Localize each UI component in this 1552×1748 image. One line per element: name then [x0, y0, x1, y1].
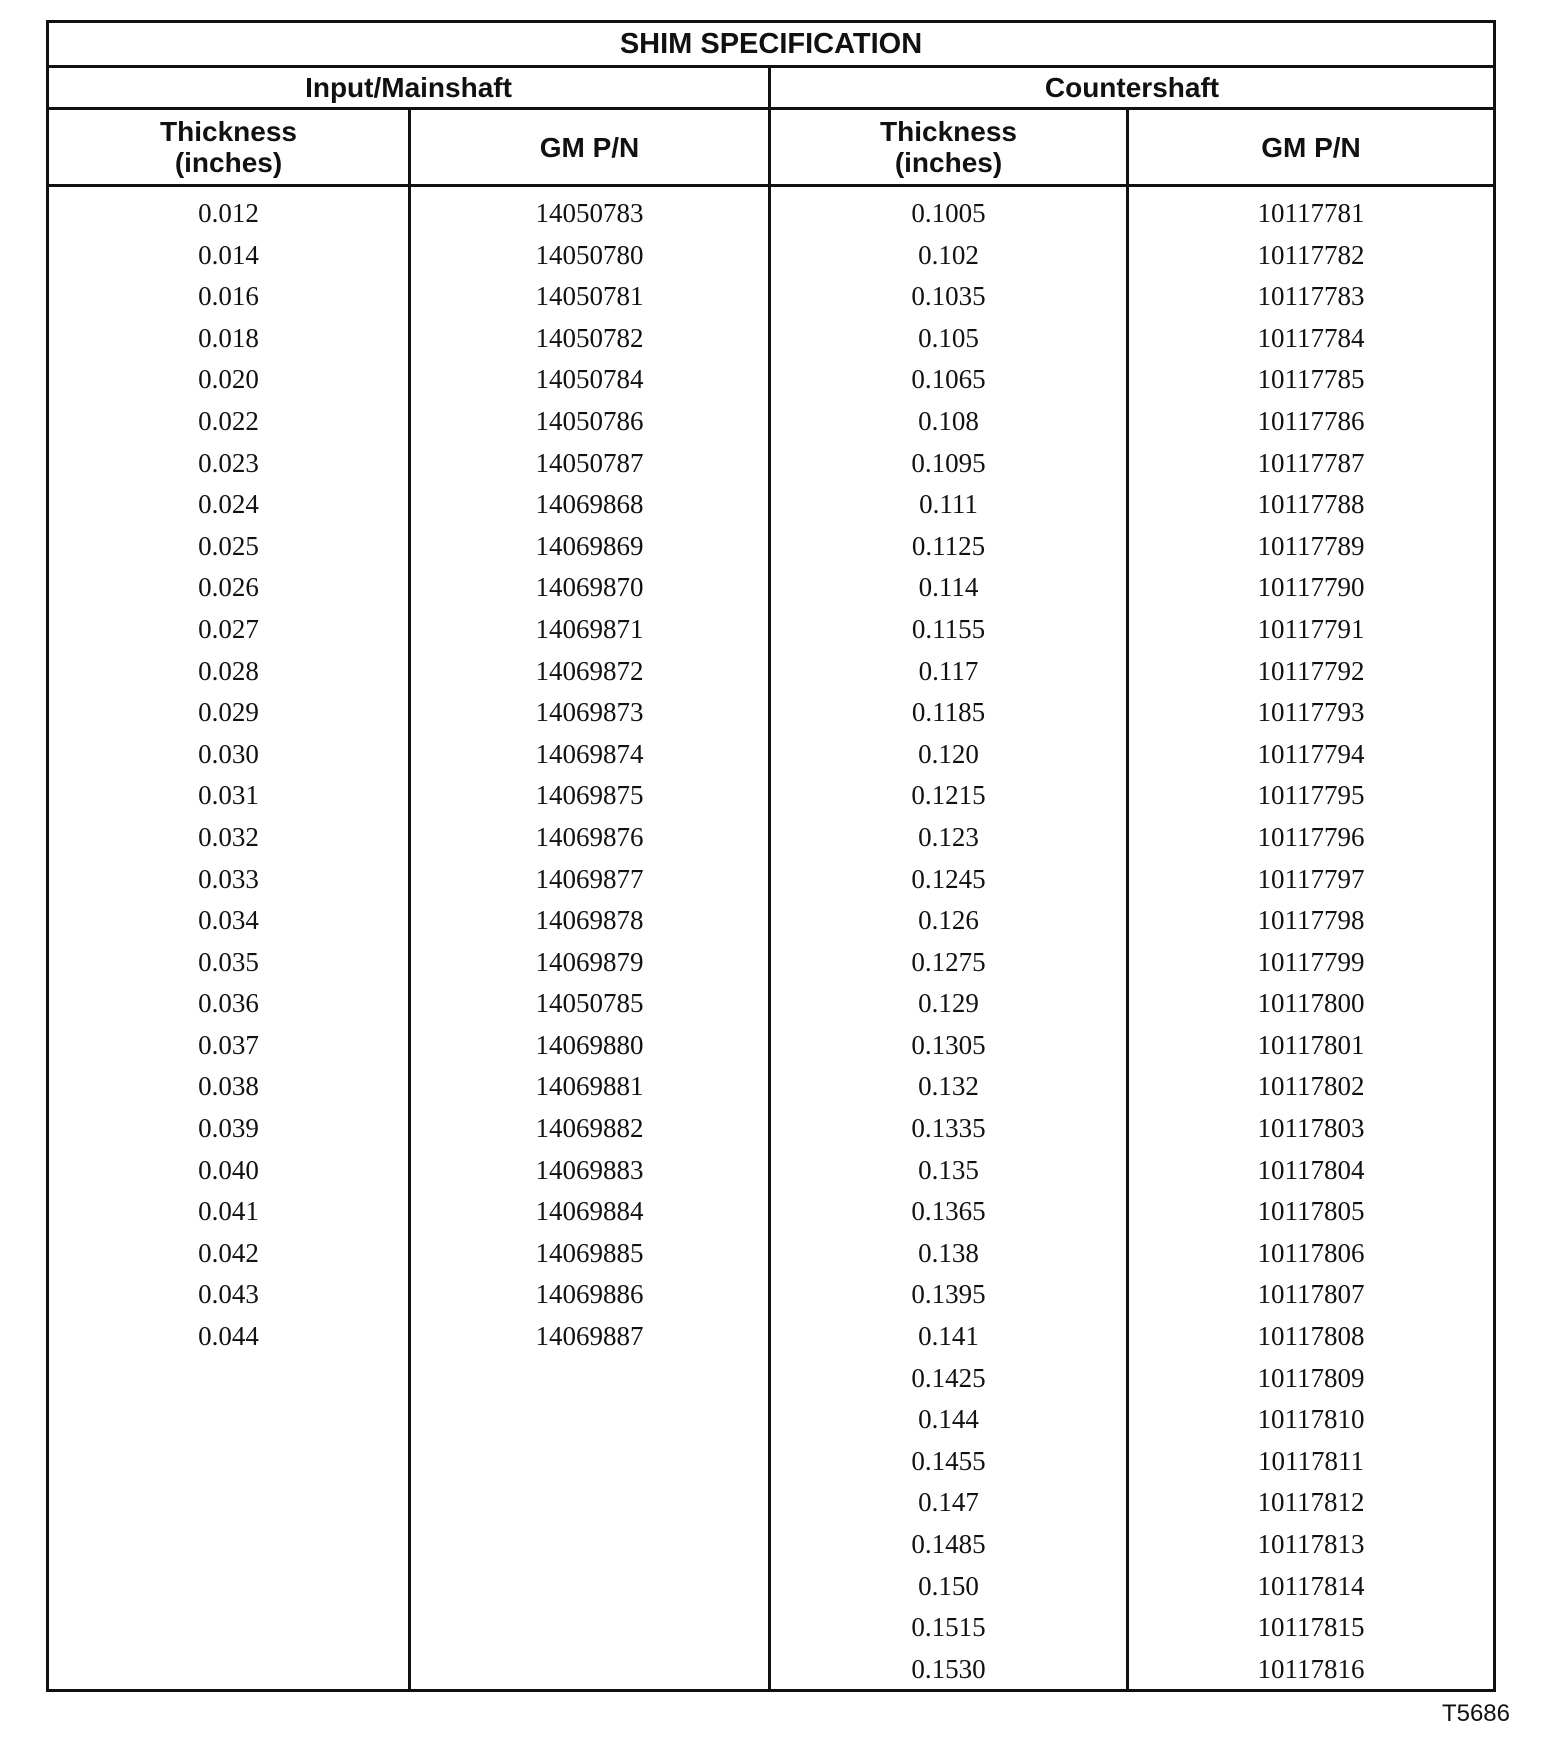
table-cell: 14069875: [535, 780, 644, 811]
table-cell: 10117784: [1257, 322, 1365, 353]
group-input-mainshaft: Input/Mainshaft: [49, 68, 771, 107]
table-cell: 10117783: [1257, 281, 1365, 312]
table-cell: 0.105: [918, 322, 979, 353]
header-input-part-number: GM P/N: [411, 110, 771, 184]
table-cell: 0.041: [198, 1196, 259, 1227]
table-cell: 10117797: [1257, 863, 1365, 894]
table-cell: 14069869: [535, 530, 644, 561]
table-cell: 0.024: [198, 489, 259, 520]
table-cell: 0.1305: [911, 1029, 986, 1060]
table-cell: 10117813: [1257, 1529, 1365, 1559]
table-cell: 0.1365: [911, 1196, 986, 1227]
table-cell: 0.020: [198, 364, 259, 395]
table-cell: 14069882: [535, 1113, 644, 1144]
table-cell: 14050784: [535, 364, 644, 395]
column-input-thickness: [49, 187, 411, 1689]
table-cell: 0.108: [918, 405, 979, 436]
table-cell: 0.035: [198, 946, 259, 977]
header-thickness-label: Thickness: [880, 116, 1017, 147]
column-input-part-number: [411, 187, 771, 1689]
table-cell: 0.1530: [911, 1653, 986, 1684]
table-cell: 14069883: [535, 1154, 644, 1185]
table-cell: 0.150: [918, 1570, 979, 1601]
table-cell: 14069876: [535, 821, 644, 852]
table-cell: 0.141: [918, 1321, 979, 1352]
table-cell: 10117795: [1257, 780, 1365, 811]
table-cell: 0.018: [198, 322, 259, 353]
table-cell: 0.022: [198, 405, 259, 436]
table-cell: 14069881: [535, 1071, 644, 1102]
table-cell: 0.043: [198, 1279, 259, 1310]
table-cell: 0.1185: [911, 697, 986, 728]
table-title: SHIM SPECIFICATION: [49, 23, 1493, 68]
header-input-thickness: [49, 110, 411, 184]
table-cell: 10117796: [1257, 821, 1365, 852]
table-cell: 0.1515: [911, 1612, 986, 1643]
table-cell: 10117811: [1258, 1445, 1364, 1476]
header-counter-thickness: [771, 110, 1129, 184]
table-cell: 0.117: [918, 655, 979, 686]
table-cell: 0.1275: [911, 946, 986, 977]
table-cell: 14050780: [535, 239, 644, 270]
table-cell: 0.038: [198, 1071, 259, 1102]
table-cell: 14069879: [535, 946, 644, 977]
table-cell: 14069885: [535, 1237, 644, 1268]
table-cell: 0.114: [918, 572, 979, 603]
table-cell: 10117801: [1257, 1029, 1365, 1060]
table-cell: 10117790: [1257, 572, 1365, 603]
table-cell: 0.1395: [911, 1279, 986, 1310]
table-cell: 10117805: [1257, 1196, 1365, 1227]
table-cell: 10117807: [1257, 1279, 1365, 1310]
table-cell: 10117793: [1257, 697, 1365, 728]
table-cell: 10117803: [1257, 1113, 1365, 1144]
table-cell: 14069886: [535, 1279, 644, 1310]
table-cell: 10117792: [1257, 655, 1365, 686]
table-cell: 10117800: [1257, 988, 1365, 1019]
table-cell: 0.031: [198, 780, 259, 811]
table-cell: 0.1035: [911, 281, 986, 312]
table-cell: 14050782: [535, 322, 644, 353]
table-cell: 10117789: [1257, 530, 1365, 561]
table-cell: 0.132: [918, 1071, 979, 1102]
table-cell: 0.034: [198, 905, 259, 936]
table-cell: 10117799: [1257, 946, 1365, 977]
table-cell: 0.028: [198, 655, 259, 686]
table-cell: 10117791: [1257, 613, 1365, 644]
table-cell: 0.037: [198, 1029, 259, 1060]
table-cell: 0.016: [198, 281, 259, 312]
table-cell: 10117802: [1257, 1071, 1365, 1102]
table-cell: 0.147: [918, 1487, 979, 1518]
table-cell: 14069880: [535, 1029, 644, 1060]
column-counter-thickness: [771, 187, 1129, 1689]
table-cell: 14050781: [535, 281, 644, 312]
table-cell: 14069878: [535, 905, 644, 936]
table-cell: 0.1005: [911, 198, 986, 228]
table-cell: 10117782: [1257, 239, 1365, 270]
table-cell: 10117781: [1257, 198, 1365, 228]
shim-specification-table: [46, 20, 1496, 1692]
table-cell: 0.025: [198, 530, 259, 561]
table-cell: 0.042: [198, 1237, 259, 1268]
table-cell: 14050783: [535, 198, 644, 228]
table-cell: 0.144: [918, 1404, 979, 1435]
table-cell: 0.036: [198, 988, 259, 1019]
table-cell: 0.1125: [911, 530, 986, 561]
table-cell: 14069884: [535, 1196, 644, 1227]
table-cell: 14050785: [535, 988, 644, 1019]
table-cell: 0.135: [918, 1154, 979, 1185]
table-cell: 14069870: [535, 572, 644, 603]
table-cell: 0.1455: [911, 1445, 986, 1476]
table-cell: 0.138: [918, 1237, 979, 1268]
table-cell: 14069874: [535, 738, 644, 769]
table-cell: 14069871: [535, 613, 644, 644]
table-cell: 0.1155: [911, 613, 986, 644]
table-cell: 0.1425: [911, 1362, 986, 1393]
header-thickness-label: Thickness: [160, 116, 297, 147]
column-header-row: [49, 110, 1493, 187]
table-cell: 0.044: [198, 1321, 259, 1352]
header-thickness-unit: (inches): [894, 147, 1003, 178]
table-cell: 10117815: [1257, 1612, 1365, 1643]
table-cell: 0.111: [919, 489, 978, 520]
table-cell: 14069873: [535, 697, 644, 728]
group-countershaft: Countershaft: [1044, 71, 1220, 103]
table-cell: 10117814: [1257, 1570, 1365, 1601]
table-cell: 0.027: [198, 613, 259, 644]
table-cell: 10117798: [1257, 905, 1365, 936]
table-cell: 0.014: [198, 239, 259, 270]
table-cell: 14069872: [535, 655, 644, 686]
table-cell: 0.030: [198, 738, 259, 769]
table-cell: 10117812: [1257, 1487, 1365, 1518]
table-cell: 0.040: [198, 1154, 259, 1185]
table-cell: 0.026: [198, 572, 259, 603]
table-body: [49, 187, 1493, 1689]
table-cell: 10117816: [1257, 1653, 1365, 1684]
table-cell: 0.1095: [911, 447, 986, 478]
table-cell: 0.102: [918, 239, 979, 270]
header-thickness-unit: (inches): [174, 147, 283, 178]
table-cell: 10117787: [1257, 447, 1365, 478]
table-cell: 10117788: [1257, 489, 1365, 520]
table-cell: 0.012: [198, 198, 259, 228]
table-cell: 0.123: [918, 821, 979, 852]
table-cell: 0.1335: [911, 1113, 986, 1144]
table-cell: 0.1245: [911, 863, 986, 894]
table-cell: 14050787: [535, 447, 644, 478]
table-cell: 10117806: [1257, 1237, 1365, 1268]
table-cell: 10117808: [1257, 1321, 1365, 1352]
table-cell: 0.023: [198, 447, 259, 478]
table-cell: 0.033: [198, 863, 259, 894]
table-cell: 10117794: [1257, 738, 1365, 769]
table-cell: 10117804: [1257, 1154, 1365, 1185]
table-cell: 0.032: [198, 821, 259, 852]
table-cell: 10117810: [1257, 1404, 1365, 1435]
table-cell: 14069877: [535, 863, 644, 894]
table-cell: 0.126: [918, 905, 979, 936]
table-cell: 0.129: [918, 988, 979, 1019]
table-cell: 14069868: [535, 489, 644, 520]
table-cell: 10117809: [1257, 1362, 1365, 1393]
table-cell: 10117786: [1257, 405, 1365, 436]
table-cell: 0.120: [918, 738, 979, 769]
table-cell: 0.039: [198, 1113, 259, 1144]
table-cell: 0.1215: [911, 780, 986, 811]
table-cell: 0.1065: [911, 364, 986, 395]
table-cell: 0.029: [198, 697, 259, 728]
figure-label: T5686: [1441, 1700, 1510, 1727]
group-header-row: [49, 68, 1493, 110]
table-cell: 14069887: [535, 1321, 644, 1352]
table-cell: 0.1485: [911, 1529, 986, 1559]
table-cell: 10117785: [1257, 364, 1365, 395]
table-cell: 14050786: [535, 405, 644, 436]
header-counter-part-number: GM P/N: [1261, 131, 1361, 163]
column-counter-part-number: [1129, 187, 1493, 1689]
